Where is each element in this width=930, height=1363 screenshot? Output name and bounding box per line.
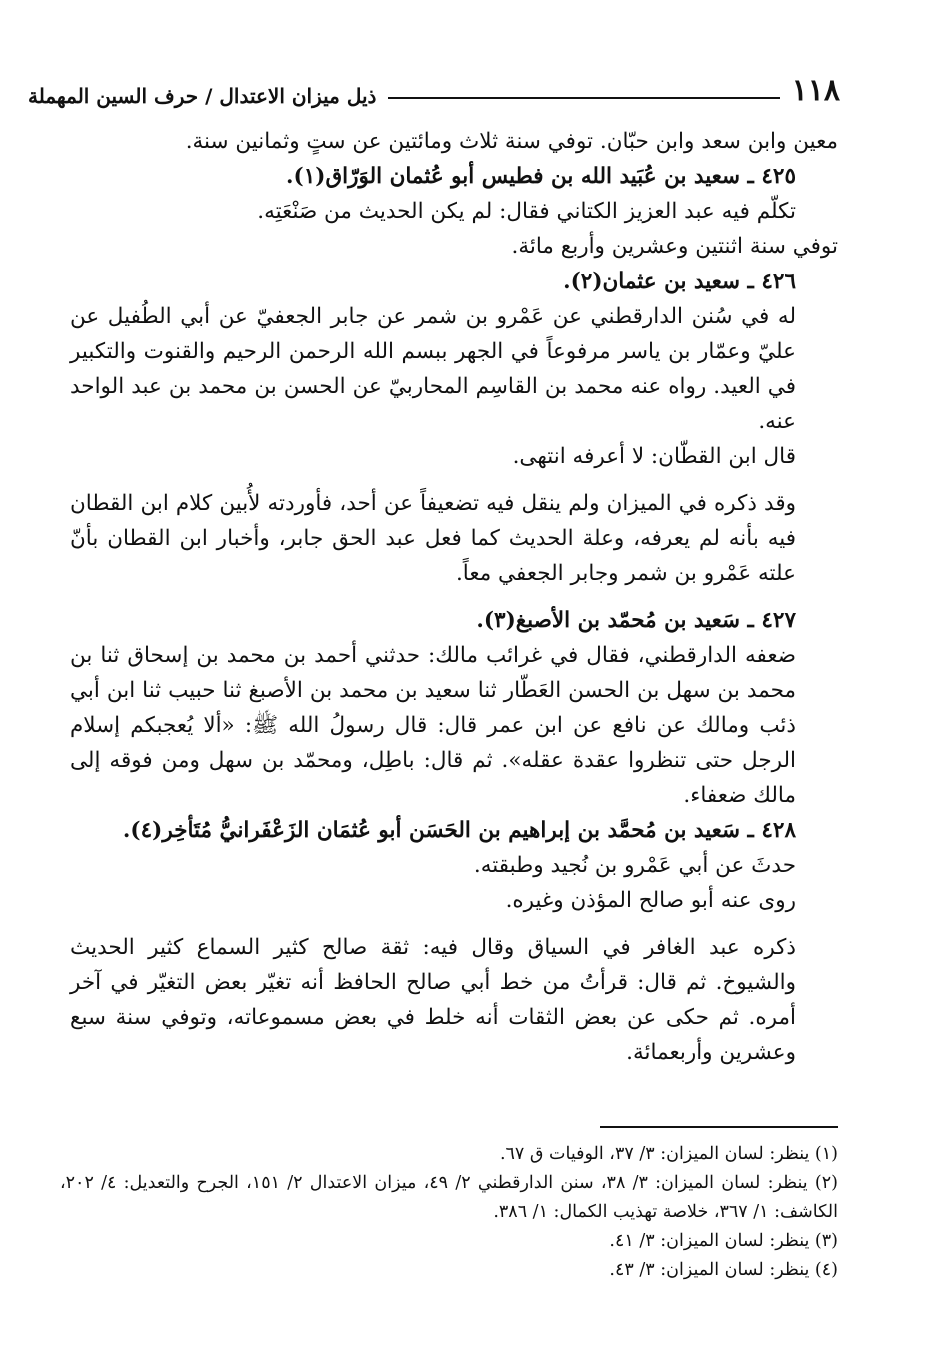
paragraph: توفي سنة اثنتين وعشرين وأربع مائة.	[511, 234, 838, 259]
running-title: ذيل ميزان الاعتدال / حرف السين المهملة	[28, 84, 377, 108]
paragraph: حدثَ عن أبي عَمْرو بن نُجيد وطبقته.	[473, 853, 796, 878]
main-text	[70, 124, 838, 1070]
page-number: ١١٨	[791, 73, 840, 108]
paragraph: له في سُنن الدارقطني عن عَمْرو بن شمر عن جابر الجعفيّ عن أبي الطُفيل عن عليّ وعمّار بن ياسر مرفوعاً في الجهر ببسم الله الرحمن الرحيم والقنوت والتكبير في العيد. رواه عنه محمد بن القاسِم المحاربيّ عن الحسن بن محمد بن عبد الواحد عنه.	[70, 304, 796, 434]
entry-heading-428: ٤٢٨ ـ سَعيد بن مُحمَّد بن إبراهيم بن الحَسَن أبو عُثمَان الزَعْفَرانيُّ مُتَأخِر(٤).	[122, 818, 796, 843]
header-rule	[388, 97, 779, 99]
entry-heading-425: ٤٢٥ ـ سعيد بن عُبَيد الله بن فطيس أبو عُثمان الوَرّاق(١).	[286, 164, 796, 189]
footnote-4: (٤) ينظر: لسان الميزان: ٣/ ٤٣.	[609, 1260, 838, 1280]
paragraph: وقد ذكره في الميزان ولم ينقل فيه تضعيفاً عن أحد، فأوردته لأُبين كلام ابن القطان فيه بأنه لم يعرفه، وعلة الحديث كما فعل عبد الحق جابر، وأخبار ابن القطان بأنّ علته عَمْرو بن شمر وجابر الجعفي معاً.	[70, 491, 796, 586]
footnote-1: (١) ينظر: لسان الميزان: ٣/ ٣٧، الوفيات ق ٦٧.	[499, 1144, 838, 1164]
paragraph: روى عنه أبو صالح المؤذن وغيره.	[505, 888, 796, 913]
footnote-separator	[600, 1126, 838, 1128]
footnote-2: (٢) ينظر: لسان الميزان: ٣/ ٣٨، سنن الدارقطني ٢/ ٤٩، ميزان الاعتدال ٢/ ١٥١، الجرح والتعديل: ٤/ ٢٠٢، الكاشف: ١/ ٣٦٧، خلاصة تهذيب الكمال: ١/ ٣٨٦.	[60, 1173, 838, 1222]
footnote-3: (٣) ينظر: لسان الميزان: ٣/ ٤١.	[609, 1231, 838, 1251]
entry-heading-426: ٤٢٦ ـ سعيد بن عثمان(٢).	[563, 269, 796, 294]
paragraph: قال ابن القطّان: لا أعرفه انتهى.	[512, 444, 796, 469]
page-header	[28, 72, 840, 108]
entry-heading-427: ٤٢٧ ـ سَعيد بن مُحمّد بن الأصبغ(٣).	[476, 608, 796, 633]
paragraph: معين وابن سعد وابن حبّان. توفي سنة ثلاث ومائتين عن ستٍ وثمانين سنة.	[185, 129, 838, 154]
paragraph: ضعفه الدارقطني، فقال في غرائب مالك: حدثني أحمد بن محمد بن إسحاق ثنا بن محمد بن سهل بن الحسن العَطّار ثنا سعيد بن محمد بن الأصبغ ثنا حبيب ثنا ابن أبي ذئب ومالك عن نافع عن ابن عمر قال: قال رسولُ الله ﷺ: «ألا يُعجبكم إسلام الرجل حتى تنظروا عقدة عقله». ثم قال: باطِل، ومحمّد بن سهل ومن فوقه إلى مالك ضعفاء.	[70, 643, 796, 808]
footnotes	[60, 1140, 838, 1285]
paragraph: ذكره عبد الغافر في السياق وقال فيه: ثقة صالح كثير السماع كثير الحديث والشيوخ. ثم قال: قرأتُ من خط أبي صالح الحافظ أنه تغيّر بعض التغيّر في آخر أمره. ثم حكى عن بعض الثقات أنه خلط في بعض مسموعاته، وتوفي سنة سبع وعشرين وأربعمائة.	[70, 935, 796, 1065]
paragraph: تكلّم فيه عبد العزيز الكتاني فقال: لم يكن الحديث من صَنْعَتِه.	[257, 199, 796, 224]
